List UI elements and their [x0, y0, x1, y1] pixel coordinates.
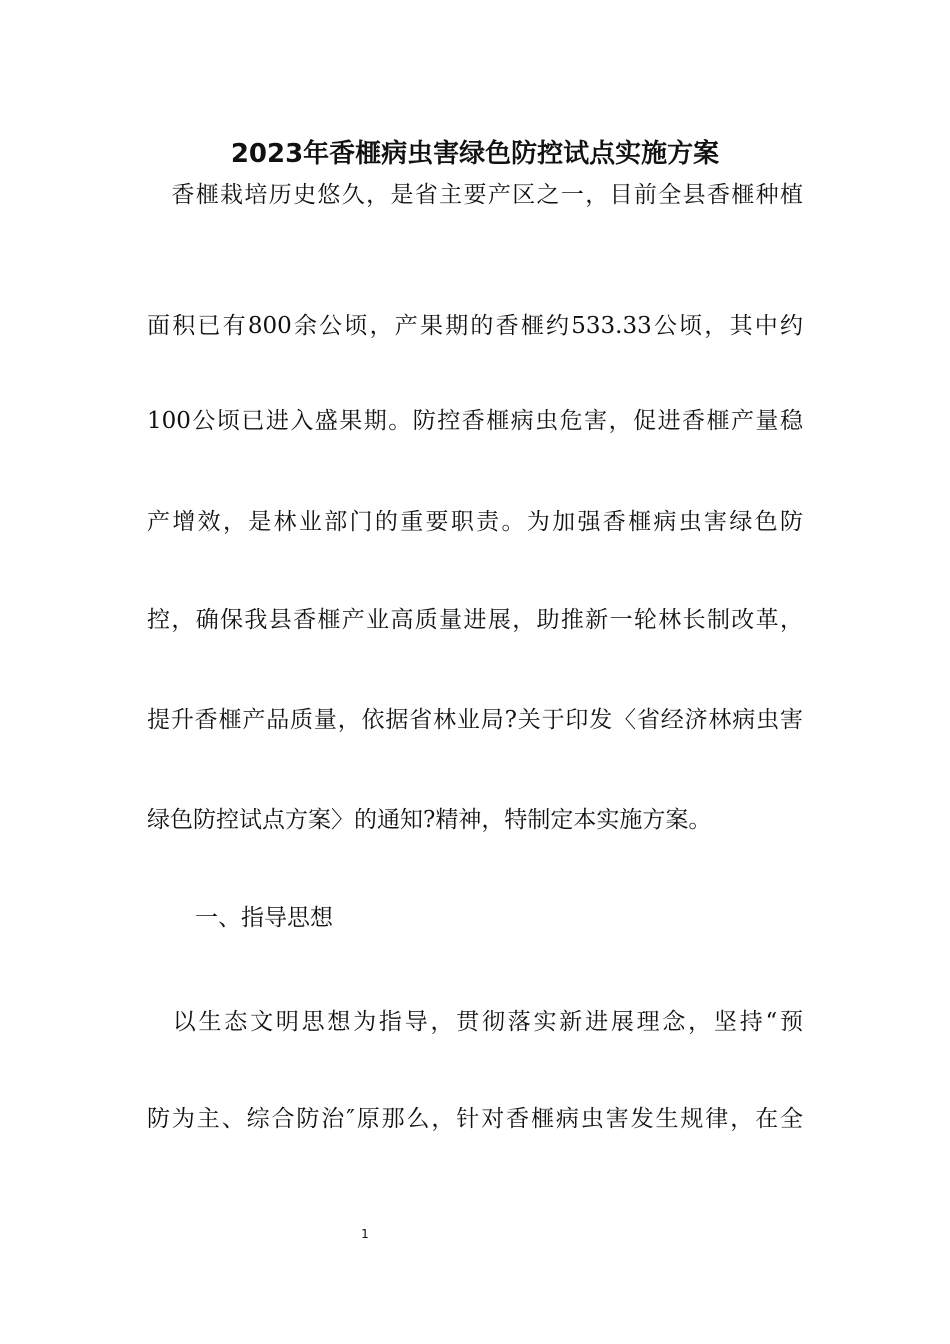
document-title: 2023年香榧病虫害绿色防控试点实施方案 [230, 139, 720, 169]
paragraph-line-7: 绿色防控试点方案〉的通知?精神，特制定本实施方案。 [147, 807, 712, 833]
section-heading: 一、指导思想 [195, 905, 333, 931]
paragraph-line-4: 产增效，是林业部门的重要职责。为加强香榧病虫害绿色防 [147, 509, 803, 535]
paragraph2-line-1: 以生态文明思想为指导，贯彻落实新进展理念，坚持“预 [147, 1009, 803, 1035]
paragraph2-line-2: 防为主、综合防治″原那么，针对香榧病虫害发生规律，在全 [147, 1106, 803, 1132]
paragraph-line-3: 100公顷已进入盛果期。防控香榧病虫危害，促进香榧产量稳 [147, 408, 803, 434]
paragraph-line-6: 提升香榧产品质量，依据省林业局?关于印发〈省经济林病虫害 [147, 707, 803, 733]
paragraph-line-1: 香榧栽培历史悠久，是省主要产区之一，目前全县香榧种植 [147, 182, 803, 208]
page-number: 1 [361, 1227, 369, 1241]
paragraph-line-2: 面积已有800余公顷，产果期的香榧约533.33公顷，其中约 [147, 313, 803, 339]
paragraph-line-5: 控，确保我县香榧产业高质量进展，助推新一轮林长制改革， [147, 607, 803, 633]
